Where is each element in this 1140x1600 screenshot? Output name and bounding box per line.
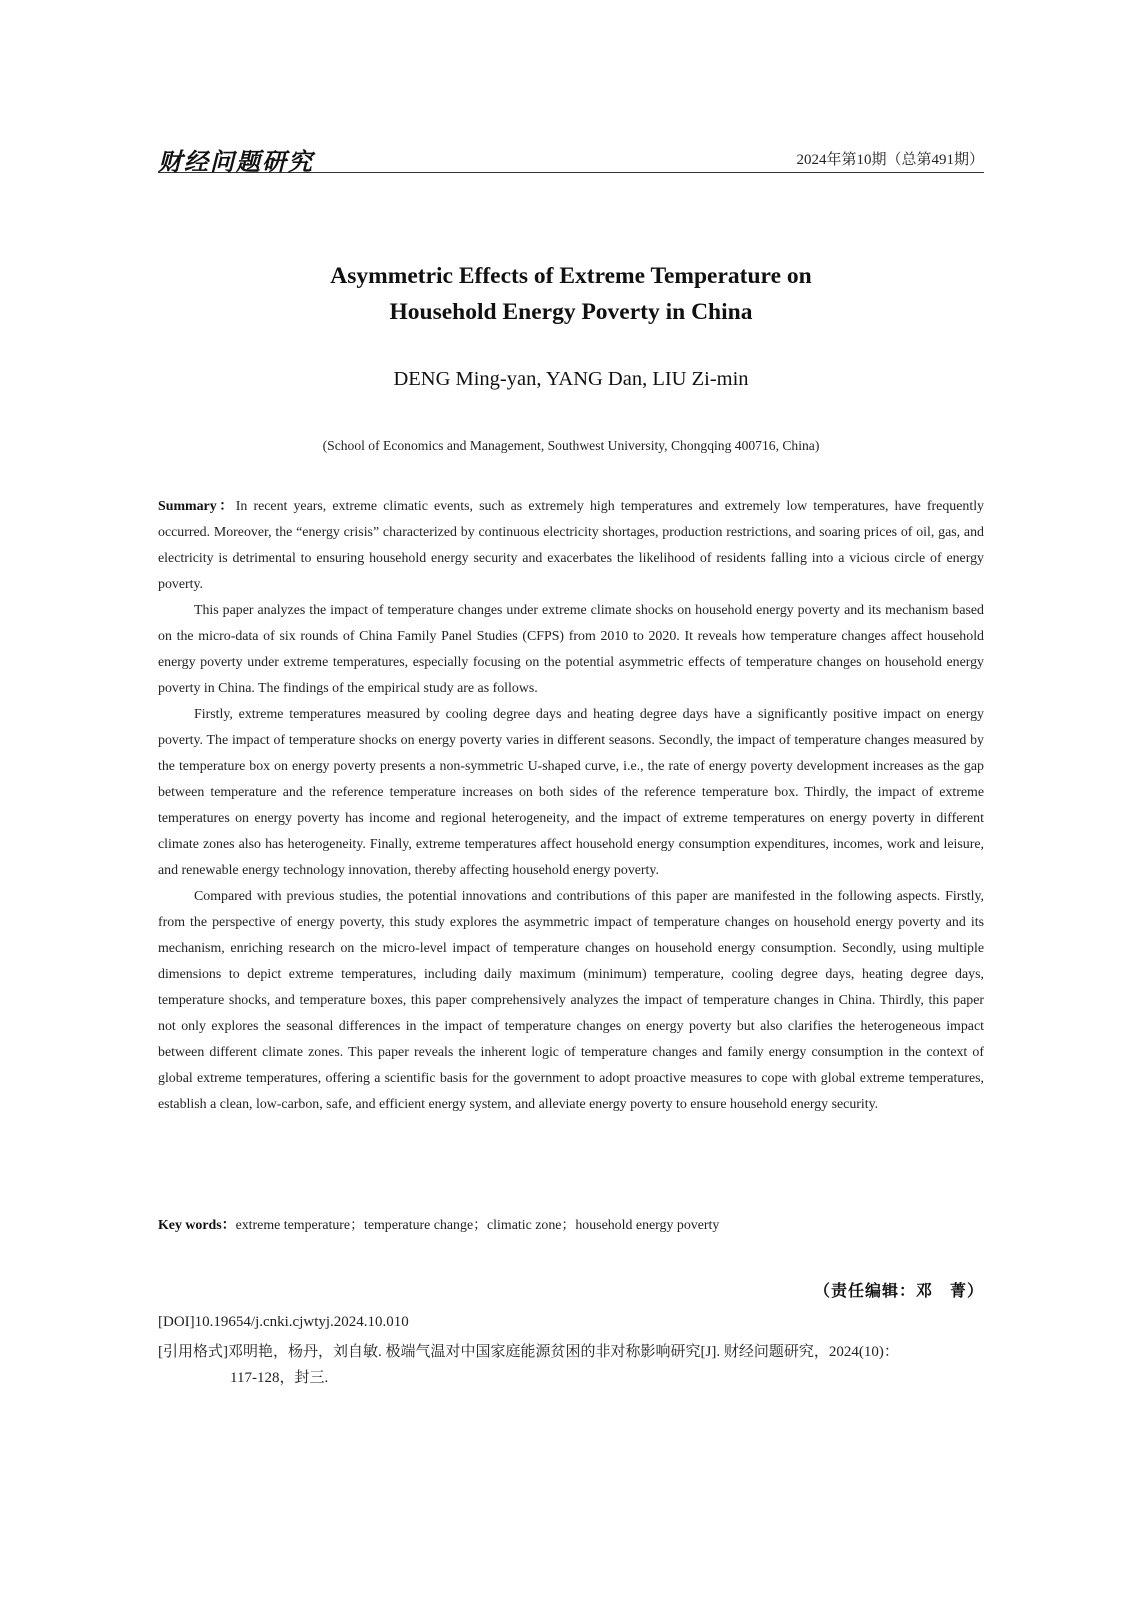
doi-link[interactable]: [DOI]10.19654/j.cnki.cjwtyj.2024.10.010 — [158, 1314, 409, 1330]
summary-label: Summary： — [158, 499, 236, 514]
page-header — [158, 140, 984, 176]
citation-line-1: [引用格式]邓明艳，杨丹，刘自敏. 极端气温对中国家庭能源贫困的非对称影响研究[J]. 财经问题研究，2024(10)： — [158, 1344, 899, 1360]
journal-logo: 财经问题研究 — [158, 147, 314, 176]
abstract-paragraph-3: Firstly, extreme temperatures measured by cooling degree days and heating degree days have a significantly positive impact on energy poverty. The impact of temperature shocks on energy poverty varies in different seasons. Secondly, the impact of temperature changes measured by the temperature box on energy poverty presents a non-symmetric U-shaped curve, i.e., the rate of energy poverty development increases as the gap between temperature and the reference temperature increases on both sides of the reference temperature box. Thirdly, the impact of extreme temperatures on energy poverty has income and regional heterogeneity, and the impact of extreme temperatures on energy poverty in different climate zones also has heterogeneity. Finally, extreme temperatures affect household energy consumption expenditures, incomes, work and leisure, and renewable energy technology innovation, thereby affecting household energy poverty. — [158, 707, 984, 878]
issue-info: 2024年第10期（总第491期） — [796, 152, 984, 168]
citation-line-2: 117-128，封三. — [230, 1370, 329, 1386]
keywords-label: Key words： — [158, 1218, 236, 1233]
abstract — [158, 494, 984, 1118]
author-list: DENG Ming-yan, YANG Dan, LIU Zi-min — [393, 368, 749, 390]
keywords-text: extreme temperature；temperature change；climatic zone；household energy poverty — [235, 1218, 720, 1233]
responsible-editor: （责任编辑：邓 菁） — [813, 1281, 984, 1300]
paper-title-line-1: Asymmetric Effects of Extreme Temperature on — [330, 263, 812, 289]
abstract-paragraph-4: Compared with previous studies, the potential innovations and contributions of this paper are manifested in the following aspects. Firstly, from the perspective of energy poverty, this study explores the asymmetric impact of temperature changes on household energy poverty and its mechanism, enriching research on the micro-level impact of temperature changes on household energy consumption. Secondly, using multiple dimensions to depict extreme temperatures, including daily maximum (minimum) temperature, cooling degree days, heating degree days, temperature shocks, and temperature boxes, this paper comprehensively analyzes the impact of temperature changes in China. Thirdly, this paper not only explores the seasonal differences in the impact of temperature changes on energy poverty but also clarifies the heterogeneous impact between different climate zones. This paper reveals the inherent logic of temperature changes and family energy consumption in the context of global extreme temperatures, offering a scientific basis for the government to adopt proactive measures to cope with global extreme temperatures, establish a clean, low-carbon, safe, and efficient energy system, and alleviate energy poverty to ensure household energy security. — [158, 889, 984, 1112]
paper-title — [158, 258, 984, 330]
citation-format — [158, 1339, 984, 1391]
abstract-paragraph-1-text: In recent years, extreme climatic events, such as extremely high temperatures and extremely low temperatures, have frequently occurred. Moreover, the “energy crisis” characterized by continuous electricity shortages, production restrictions, and soaring prices of oil, gas, and electricity is detrimental to ensuring household energy security and exacerbates the likelihood of residents falling into a vicious circle of energy poverty. — [158, 499, 984, 592]
abstract-paragraph-1 — [158, 494, 984, 598]
author-affiliation: (School of Economics and Management, Southwest University, Chongqing 400716, China) — [322, 438, 820, 453]
paper-title-line-2: Household Energy Poverty in China — [389, 299, 753, 325]
keywords — [158, 1213, 984, 1239]
abstract-paragraph-2: This paper analyzes the impact of temperature changes under extreme climate shocks on household energy poverty and its mechanism based on the micro-data of six rounds of China Family Panel Studies (CFPS) from 2010 to 2020. It reveals how temperature changes affect household energy poverty under extreme temperatures, especially focusing on the potential asymmetric effects of temperature changes on household energy poverty in China. The findings of the empirical study are as follows. — [158, 603, 984, 696]
